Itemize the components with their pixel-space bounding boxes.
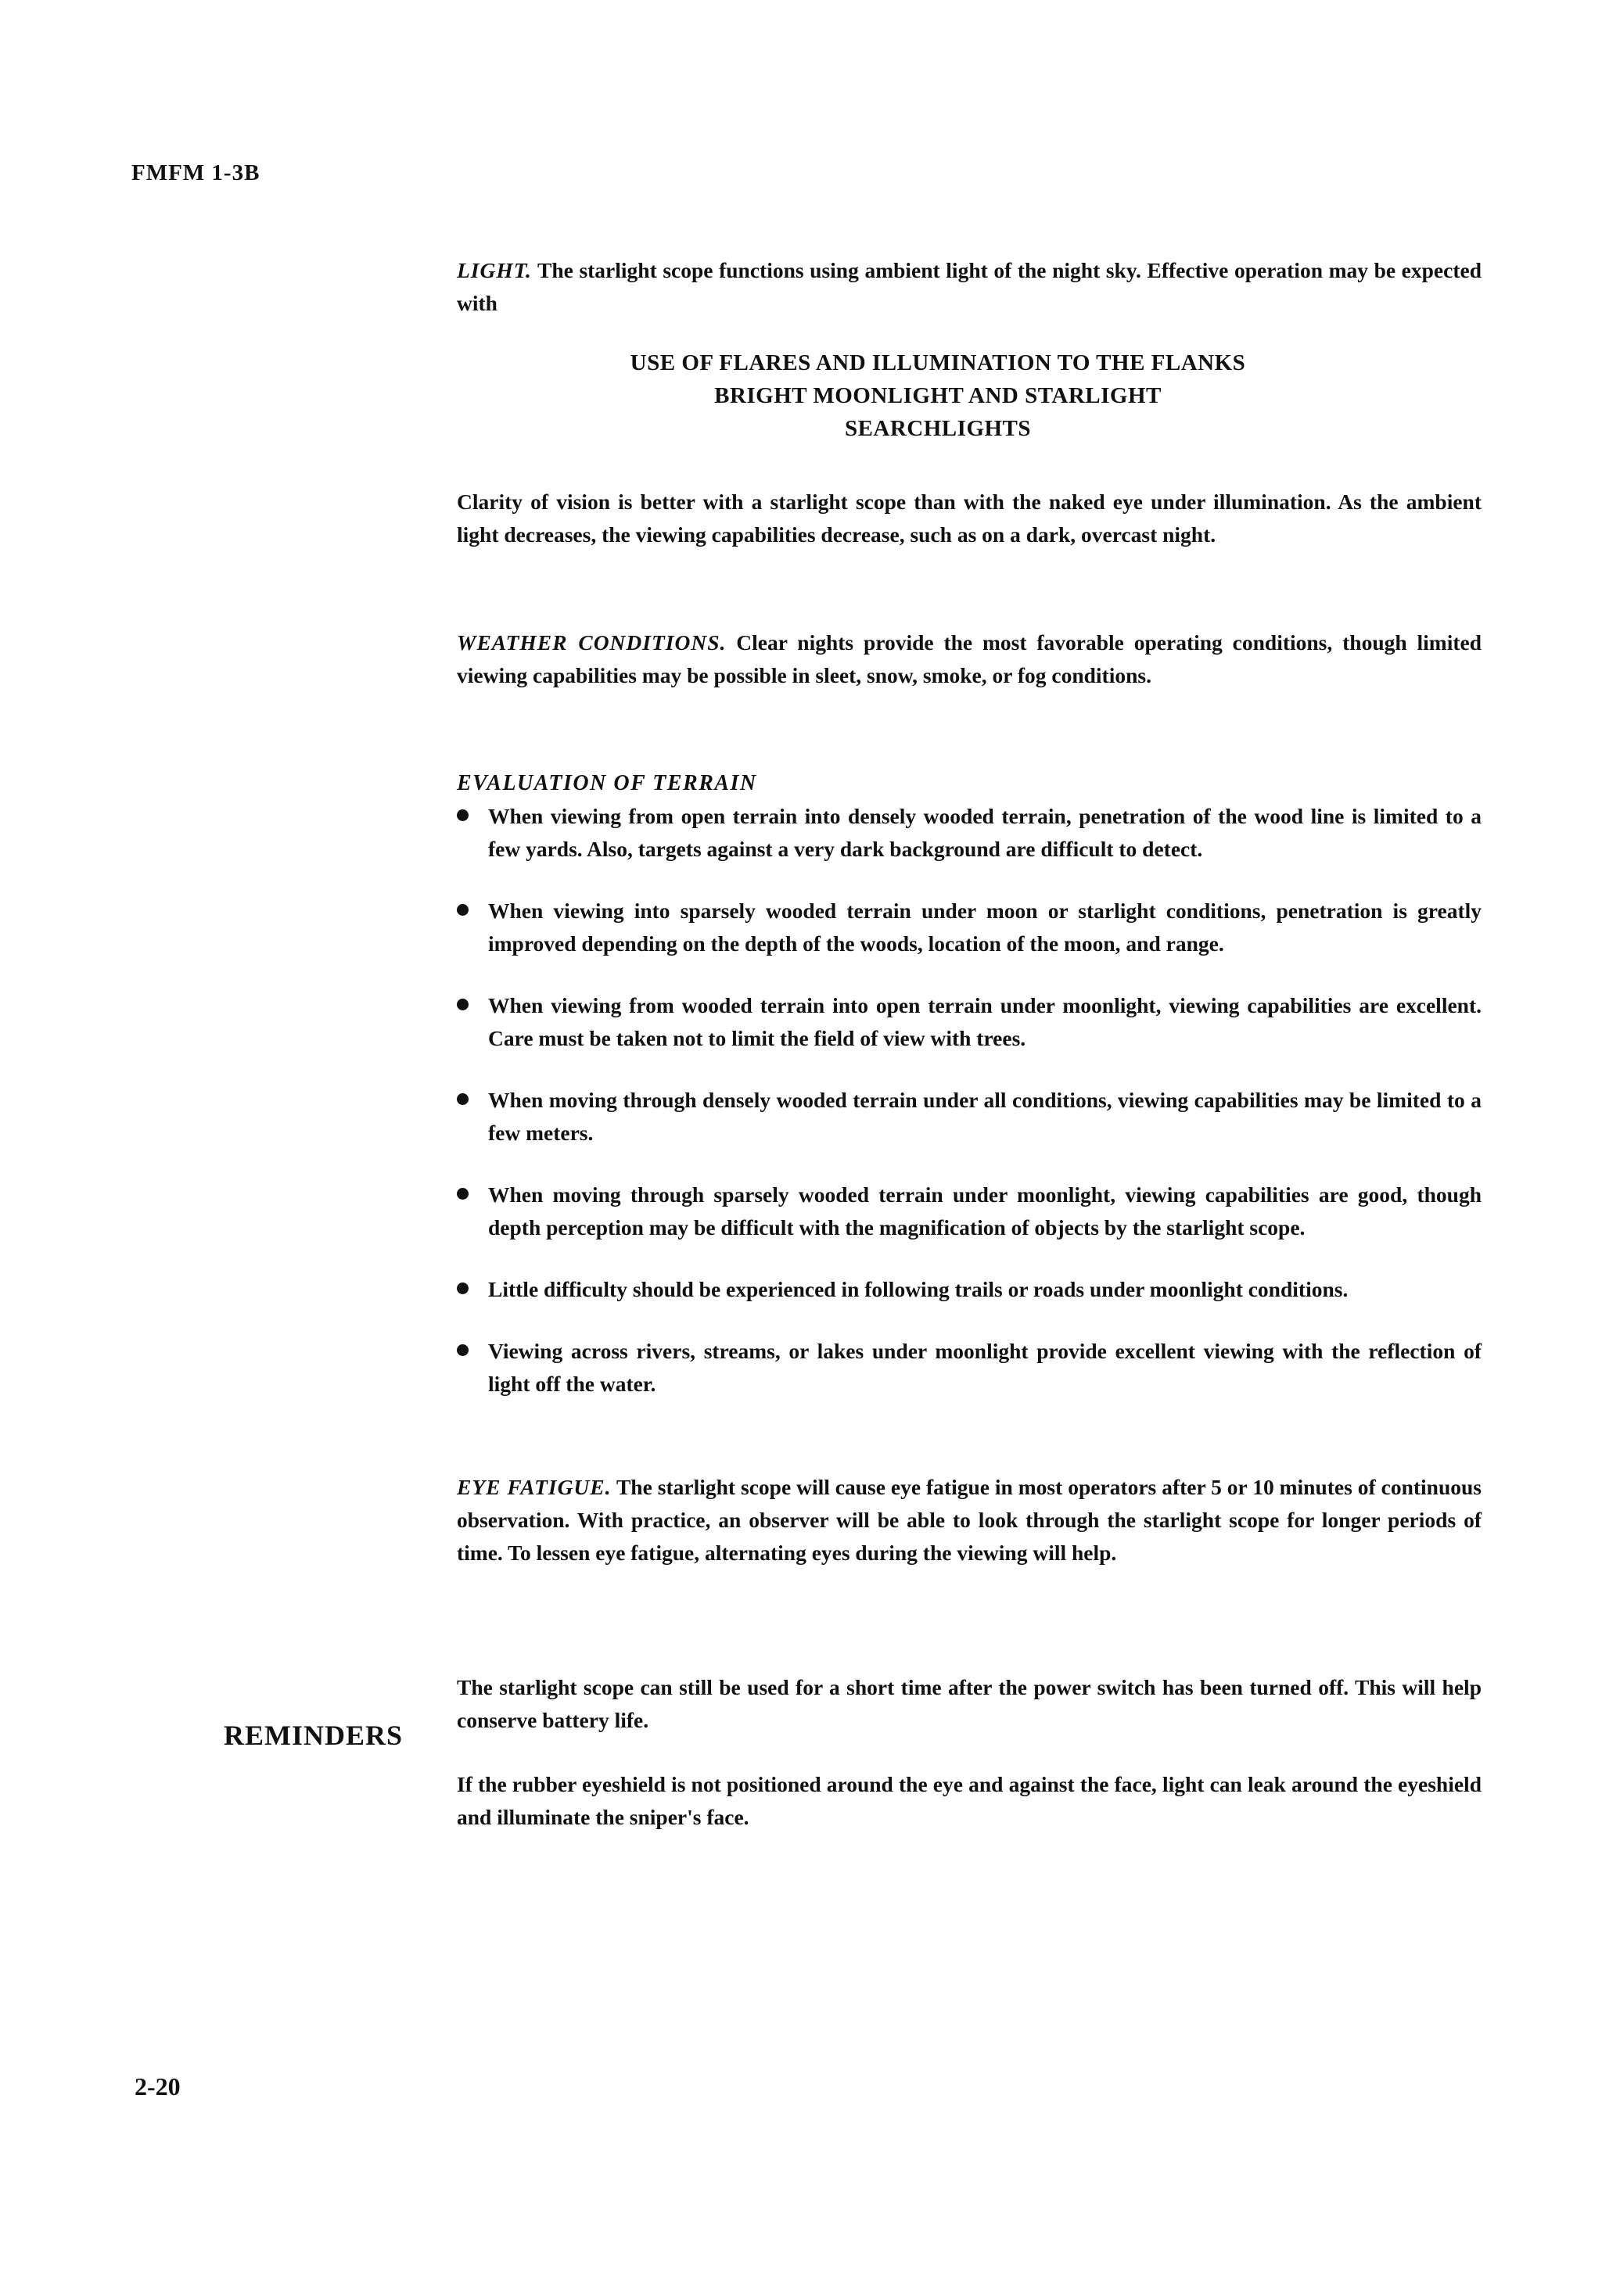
reminders-side-heading: REMINDERS bbox=[224, 1720, 404, 1751]
light-heading: LIGHT. bbox=[457, 258, 532, 282]
light-text: The starlight scope functions using ambient light of the night sky. Effective operation may be expected with bbox=[457, 258, 1482, 315]
bullet-text: Little difficulty should be experienced in following trails or roads under moonlight conditions. bbox=[488, 1277, 1349, 1301]
weather-paragraph bbox=[457, 626, 1482, 692]
bullet-text: When viewing from wooded terrain into open terrain under moonlight, viewing capabilities are excellent. Care must be taken not to limit the field of view with trees. bbox=[488, 993, 1482, 1050]
bullet-icon bbox=[457, 904, 469, 916]
reminder-paragraph: If the rubber eyeshield is not positioned around the eye and against the face, light can leak around the eyeshield and illuminate the sniper's face. bbox=[457, 1772, 1482, 1829]
terrain-bullet-list bbox=[457, 800, 1482, 1401]
reminder-paragraph: The starlight scope can still be used for a short time after the power switch has been turned off. This will help conserve battery life. bbox=[457, 1675, 1482, 1732]
light-condition-item: BRIGHT MOONLIGHT AND STARLIGHT bbox=[714, 383, 1162, 408]
eye-fatigue-heading: EYE FATIGUE. bbox=[457, 1475, 612, 1499]
bullet-icon bbox=[457, 1093, 469, 1105]
list-item bbox=[457, 800, 1482, 866]
bullet-icon bbox=[457, 1283, 469, 1294]
bullet-icon bbox=[457, 809, 469, 821]
page-number: 2-20 bbox=[135, 2072, 181, 2100]
bullet-text: When viewing from open terrain into densely wooded terrain, penetration of the wood line is limited to a few yards. Also, targets against a very dark background are difficult to detect. bbox=[488, 804, 1482, 861]
list-item bbox=[457, 989, 1482, 1055]
list-item bbox=[457, 1084, 1482, 1150]
list-item bbox=[457, 895, 1482, 960]
document-code-header: FMFM 1-3B bbox=[131, 160, 260, 185]
list-item bbox=[457, 1178, 1482, 1244]
eye-fatigue-text: The starlight scope will cause eye fatigue in most operators after 5 or 10 minutes of continuous observation. With practice, an observer will be able to look through the starlight scope for longer periods of time. To lessen eye fatigue, alternating eyes during the viewing will help. bbox=[457, 1475, 1482, 1565]
eye-fatigue-paragraph bbox=[457, 1471, 1482, 1570]
clarity-paragraph: Clarity of vision is better with a starlight scope than with the naked eye under illumination. As the ambient light decreases, the viewing capabilities decrease, such as on a dark, overcast night. bbox=[457, 490, 1482, 547]
terrain-heading: EVALUATION OF TERRAIN bbox=[457, 771, 757, 795]
bullet-icon bbox=[457, 999, 469, 1010]
light-condition-item: USE OF FLARES AND ILLUMINATION TO THE FLANKS bbox=[630, 350, 1246, 375]
bullet-text: When viewing into sparsely wooded terrain under moon or starlight conditions, penetration is greatly improved depending on the depth of the woods, location of the moon, and range. bbox=[488, 899, 1482, 956]
list-item bbox=[457, 1273, 1482, 1306]
main-content bbox=[457, 254, 1482, 1865]
weather-heading: WEATHER CONDITIONS. bbox=[457, 630, 727, 655]
light-condition-item: SEARCHLIGHTS bbox=[844, 416, 1032, 441]
bullet-icon bbox=[457, 1188, 469, 1200]
weather-text: Clear nights provide the most favorable operating conditions, though limited viewing capabilities may be possible in sleet, snow, smoke, or fog conditions. bbox=[457, 630, 1482, 687]
bullet-icon bbox=[457, 1344, 469, 1356]
light-conditions-list bbox=[457, 346, 1482, 445]
reminders-block bbox=[457, 1671, 1482, 1834]
bullet-text: When moving through densely wooded terrain under all conditions, viewing capabilities may be limited to a few meters. bbox=[488, 1088, 1482, 1145]
list-item bbox=[457, 1335, 1482, 1401]
light-paragraph bbox=[457, 254, 1482, 320]
bullet-text: When moving through sparsely wooded terrain under moonlight, viewing capabilities are good, though depth perception may be difficult with the magnification of objects by the starlight scope. bbox=[488, 1182, 1482, 1239]
bullet-text: Viewing across rivers, streams, or lakes under moonlight provide excellent viewing with the reflection of light off the water. bbox=[488, 1339, 1482, 1396]
